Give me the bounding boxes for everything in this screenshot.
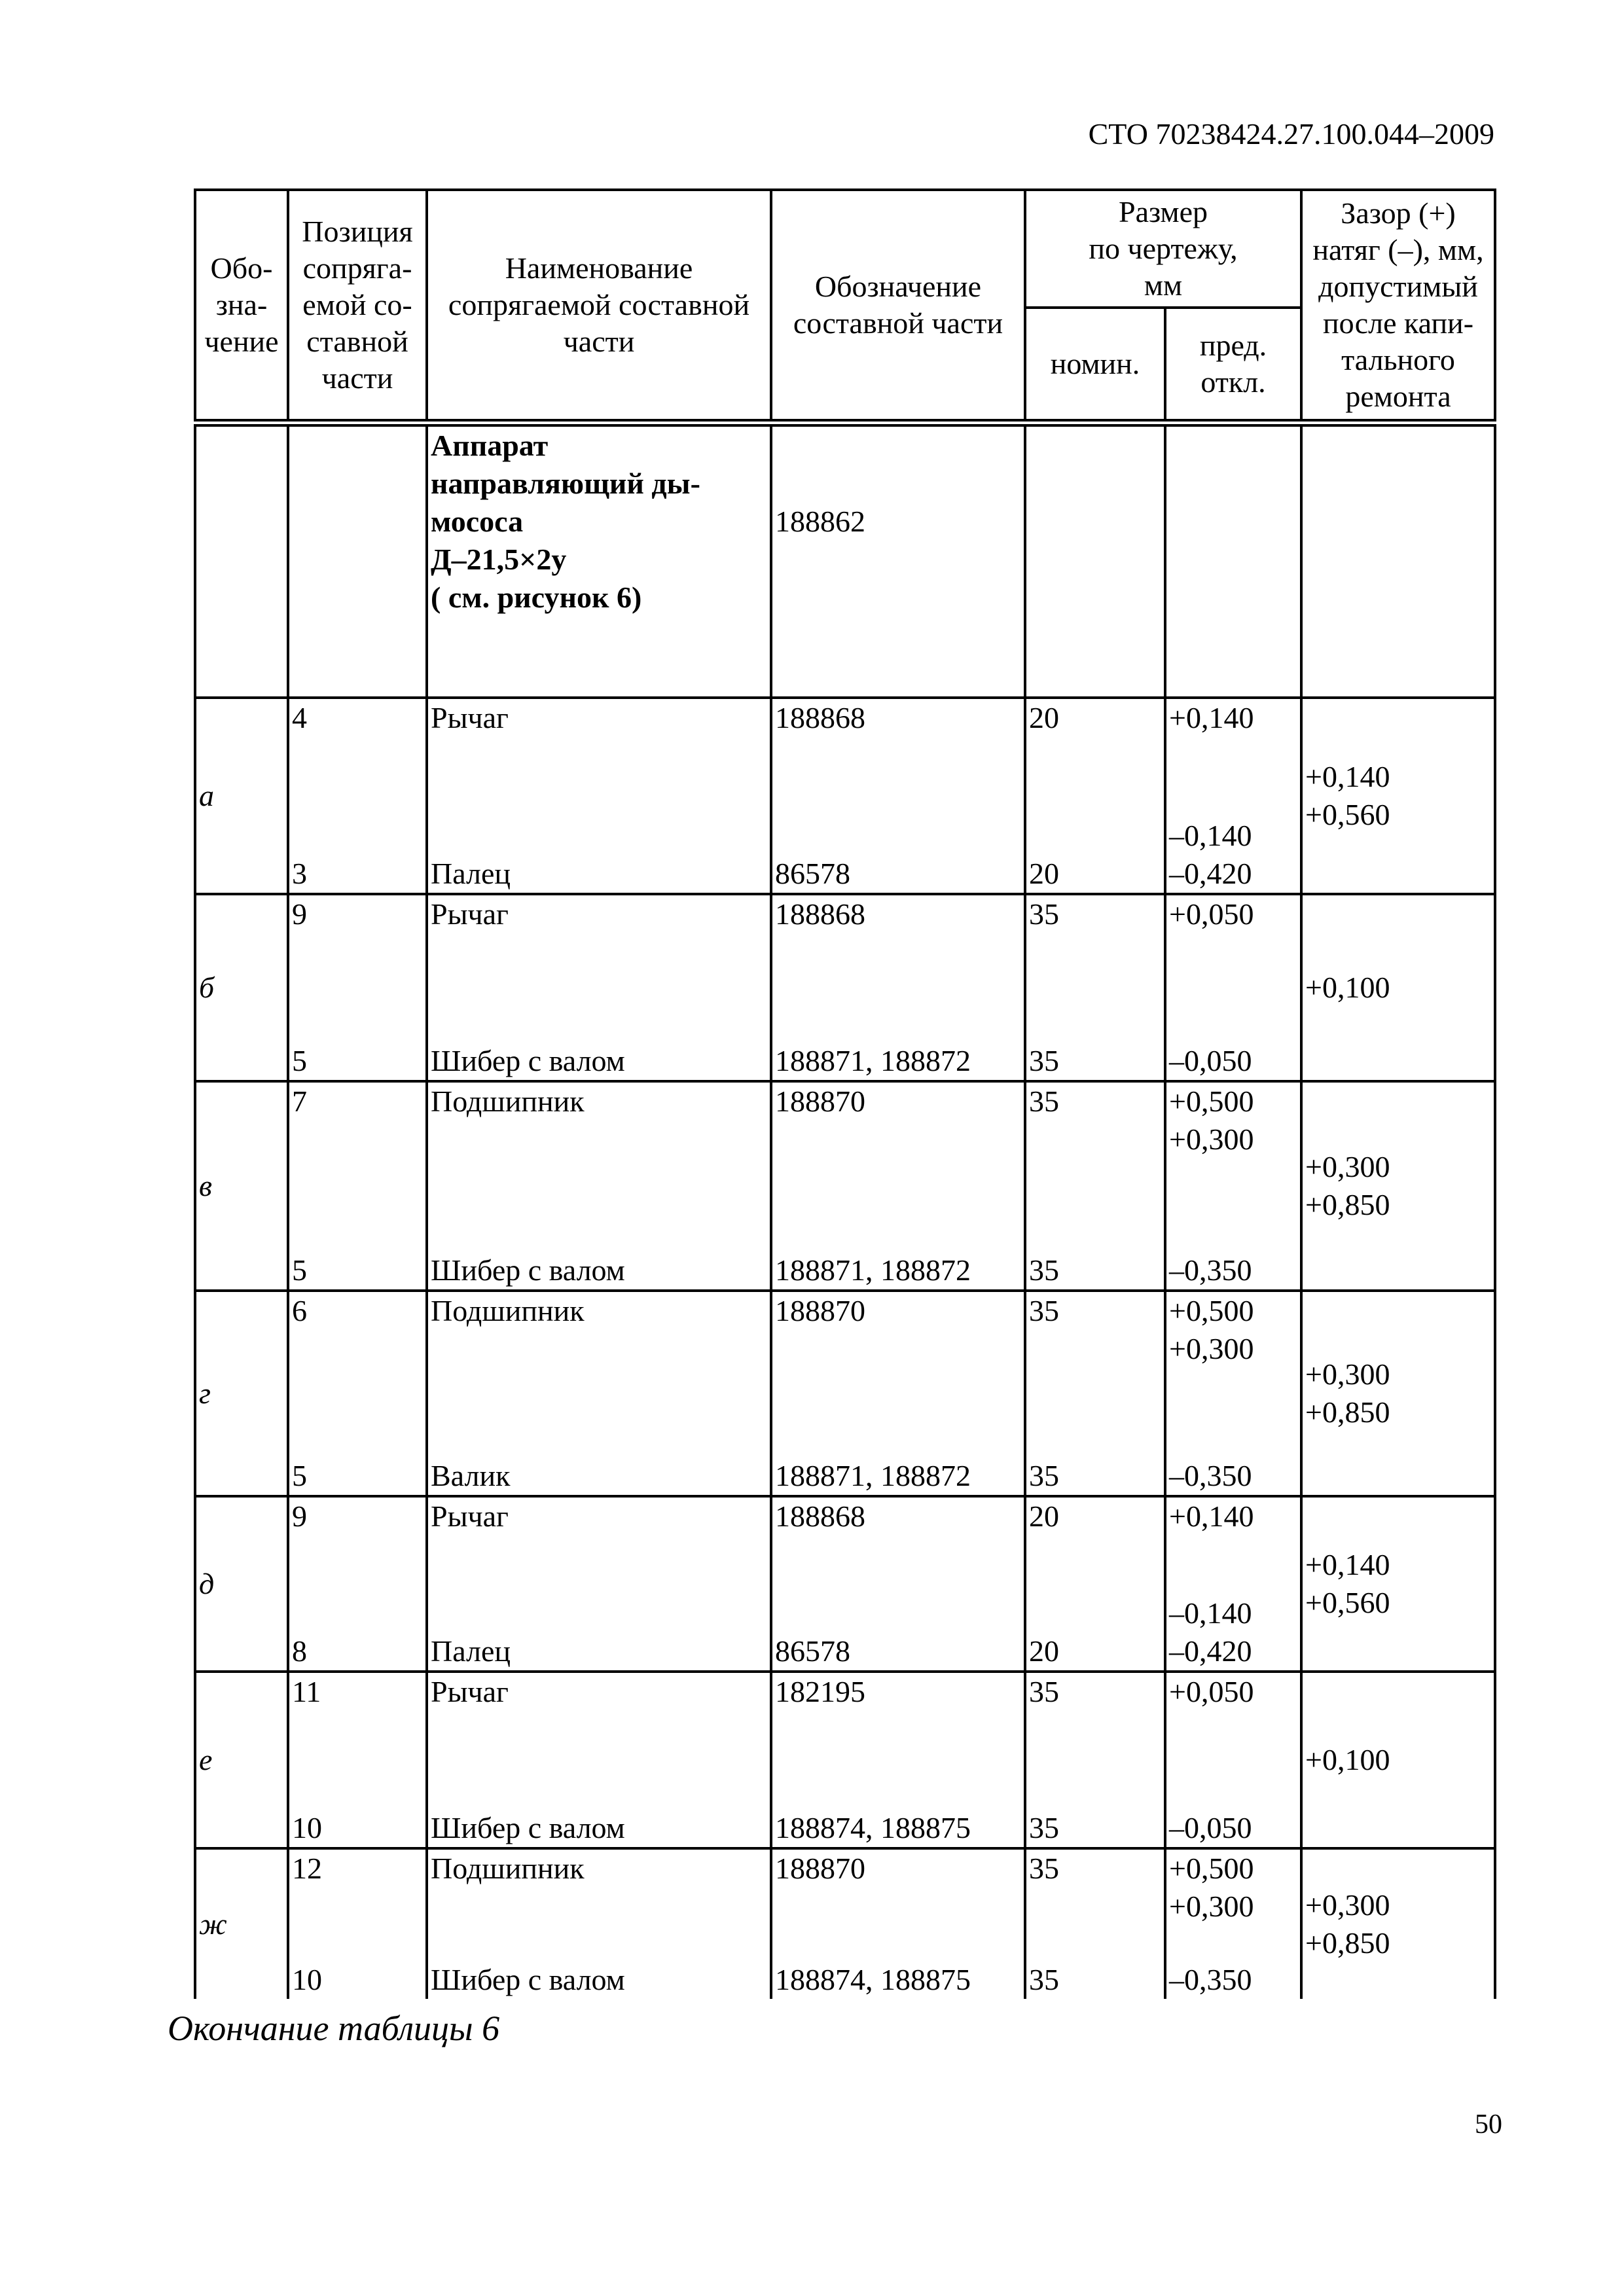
- mate-label: [195, 1291, 288, 1496]
- top-name: Рычаг: [431, 701, 509, 734]
- col-header-designation: Обо- зна- чение: [195, 190, 288, 423]
- top-dev: +0,050: [1169, 1675, 1254, 1708]
- top-pos: 6: [292, 1294, 307, 1327]
- bottom-name: Палец: [431, 857, 511, 890]
- cell-dev: [1165, 1291, 1301, 1496]
- cell-des: [771, 698, 1025, 894]
- cell-name: [427, 698, 771, 894]
- col-header-nominal: номин.: [1025, 308, 1165, 423]
- bottom-dev: –0,140 –0,420: [1169, 1596, 1252, 1668]
- top-dev: +0,050: [1169, 897, 1254, 931]
- continuation-note: Окончание таблицы 6: [168, 2009, 500, 2048]
- clearance: [1301, 1848, 1495, 1999]
- cell-dev: [1165, 894, 1301, 1081]
- clearance-value: +0,300 +0,850: [1305, 1357, 1390, 1429]
- table-row: [195, 698, 1495, 894]
- assembly-designation: 188862: [771, 423, 1025, 698]
- table-row: [195, 1081, 1495, 1291]
- bottom-name: Шибер с валом: [431, 1044, 625, 1077]
- top-des: 182195: [775, 1675, 865, 1708]
- bottom-pos: 5: [292, 1044, 307, 1077]
- top-des: 188868: [775, 1499, 865, 1533]
- top-des: 188870: [775, 1294, 865, 1327]
- mate-label: [195, 698, 288, 894]
- cell-des: [771, 1291, 1025, 1496]
- bottom-dev: –0,350: [1169, 1963, 1252, 1996]
- top-pos: 7: [292, 1085, 307, 1118]
- clearance-value: +0,140 +0,560: [1305, 760, 1390, 831]
- top-dev: +0,140: [1169, 1499, 1254, 1533]
- bottom-pos: 3: [292, 857, 307, 890]
- cell-pos: [288, 1496, 427, 1672]
- clearance-value: +0,100: [1305, 971, 1390, 1004]
- col-header-clearance: Зазор (+) натяг (–), мм, допустимый после капи- тального ремонта: [1301, 190, 1495, 423]
- mate-label-text: б: [199, 971, 215, 1004]
- col-header-part-designation: Обозначение составной части: [771, 190, 1025, 423]
- page-number: 50: [1475, 2109, 1502, 2140]
- top-pos: 12: [292, 1852, 322, 1885]
- top-dev: +0,500 +0,300: [1169, 1294, 1254, 1365]
- table-header: [195, 190, 1495, 423]
- document-code: СТО 70238424.27.100.044–2009: [1088, 117, 1494, 151]
- bottom-dev: –0,350: [1169, 1253, 1252, 1287]
- top-des: 188870: [775, 1085, 865, 1118]
- cell-des: [771, 1081, 1025, 1291]
- clearance: [1301, 1672, 1495, 1848]
- top-des: 188868: [775, 897, 865, 931]
- mate-label: [195, 1081, 288, 1291]
- clearance-value: +0,300 +0,850: [1305, 1888, 1390, 1960]
- clearance-table: [194, 188, 1496, 1999]
- bottom-pos: 8: [292, 1634, 307, 1668]
- mate-label-text: в: [199, 1169, 212, 1202]
- cell-pos: [288, 1081, 427, 1291]
- cell-pos: [288, 894, 427, 1081]
- bottom-nom: 20: [1029, 1634, 1059, 1668]
- cell-nom: [1025, 1081, 1165, 1291]
- bottom-name: Шибер с валом: [431, 1811, 625, 1844]
- bottom-name: Шибер с валом: [431, 1963, 625, 1996]
- cell-name: [427, 1672, 771, 1848]
- top-name: Рычаг: [431, 897, 509, 931]
- bottom-des: 188874, 188875: [775, 1811, 971, 1844]
- top-nom: 35: [1029, 897, 1059, 931]
- mate-label-text: д: [199, 1567, 215, 1600]
- mate-label: [195, 1672, 288, 1848]
- bottom-des: 188871, 188872: [775, 1253, 971, 1287]
- bottom-des: 86578: [775, 1634, 850, 1668]
- bottom-pos: 10: [292, 1811, 322, 1844]
- col-header-position: Позиция сопряга- емой со- ставной части: [288, 190, 427, 423]
- cell-des: [771, 1496, 1025, 1672]
- top-name: Подшипник: [431, 1085, 585, 1118]
- top-pos: 11: [292, 1675, 321, 1708]
- table-row: [195, 1672, 1495, 1848]
- clearance-value: +0,100: [1305, 1743, 1390, 1776]
- bottom-name: Шибер с валом: [431, 1253, 625, 1287]
- bottom-nom: 20: [1029, 857, 1059, 890]
- cell-name: [427, 1496, 771, 1672]
- clearance: [1301, 894, 1495, 1081]
- col-header-part-name: Наименование сопрягаемой составной части: [427, 190, 771, 423]
- cell-dev: [1165, 1496, 1301, 1672]
- top-nom: 35: [1029, 1294, 1059, 1327]
- bottom-name: Валик: [431, 1459, 511, 1492]
- top-name: Рычаг: [431, 1499, 509, 1533]
- table-row: [195, 1848, 1495, 1999]
- mate-label-text: ж: [199, 1907, 227, 1941]
- top-pos: 9: [292, 1499, 307, 1533]
- table-row: [195, 1496, 1495, 1672]
- table-row: [195, 1291, 1495, 1496]
- cell-name: [427, 1081, 771, 1291]
- top-nom: 20: [1029, 1499, 1059, 1533]
- bottom-pos: 5: [292, 1253, 307, 1287]
- top-name: Подшипник: [431, 1852, 585, 1885]
- bottom-dev: –0,050: [1169, 1811, 1252, 1844]
- cell-pos: [288, 1672, 427, 1848]
- bottom-pos: 5: [292, 1459, 307, 1492]
- clearance-value: +0,300 +0,850: [1305, 1150, 1390, 1221]
- bottom-dev: –0,350: [1169, 1459, 1252, 1492]
- top-pos: 4: [292, 701, 307, 734]
- cell-des: [771, 1672, 1025, 1848]
- bottom-dev: –0,140 –0,420: [1169, 819, 1252, 890]
- clearance: [1301, 1081, 1495, 1291]
- bottom-nom: 35: [1029, 1963, 1059, 1996]
- cell-des: [771, 1848, 1025, 1999]
- bottom-nom: 35: [1029, 1044, 1059, 1077]
- bottom-name: Палец: [431, 1634, 511, 1668]
- top-des: 188868: [775, 701, 865, 734]
- cell-dev: [1165, 698, 1301, 894]
- cell-pos: [288, 1291, 427, 1496]
- cell-dev: [1165, 1672, 1301, 1848]
- bottom-nom: 35: [1029, 1459, 1059, 1492]
- cell-nom: [1025, 1672, 1165, 1848]
- top-pos: 9: [292, 897, 307, 931]
- table-row: [195, 894, 1495, 1081]
- col-header-deviation: пред. откл.: [1165, 308, 1301, 423]
- mate-label-text: е: [199, 1743, 213, 1776]
- cell-name: [427, 1848, 771, 1999]
- top-nom: 35: [1029, 1085, 1059, 1118]
- top-nom: 35: [1029, 1675, 1059, 1708]
- cell-pos: [288, 1848, 427, 1999]
- bottom-des: 188871, 188872: [775, 1459, 971, 1492]
- bottom-pos: 10: [292, 1963, 322, 1996]
- cell-dev: [1165, 1081, 1301, 1291]
- assembly-row: [195, 423, 1495, 698]
- top-name: Рычаг: [431, 1675, 509, 1708]
- assembly-name: Аппарат направляющий ды- мососа Д–21,5×2у ( см. рисунок 6): [427, 423, 771, 698]
- top-name: Подшипник: [431, 1294, 585, 1327]
- top-dev: +0,500 +0,300: [1169, 1852, 1254, 1923]
- top-des: 188870: [775, 1852, 865, 1885]
- top-nom: 35: [1029, 1852, 1059, 1885]
- mate-label: [195, 1848, 288, 1999]
- top-nom: 20: [1029, 701, 1059, 734]
- cell-nom: [1025, 1496, 1165, 1672]
- bottom-nom: 35: [1029, 1811, 1059, 1844]
- bottom-des: 86578: [775, 857, 850, 890]
- mate-label: [195, 894, 288, 1081]
- bottom-nom: 35: [1029, 1253, 1059, 1287]
- col-header-size-group: Размер по чертежу, мм: [1025, 190, 1301, 308]
- clearance: [1301, 1496, 1495, 1672]
- cell-name: [427, 894, 771, 1081]
- clearance-value: +0,140 +0,560: [1305, 1548, 1390, 1619]
- cell-des: [771, 894, 1025, 1081]
- mate-label: [195, 1496, 288, 1672]
- bottom-des: 188871, 188872: [775, 1044, 971, 1077]
- bottom-des: 188874, 188875: [775, 1963, 971, 1996]
- mate-label-text: г: [199, 1376, 211, 1410]
- top-dev: +0,500 +0,300: [1169, 1085, 1254, 1156]
- top-dev: +0,140: [1169, 701, 1254, 734]
- bottom-dev: –0,050: [1169, 1044, 1252, 1077]
- cell-nom: [1025, 894, 1165, 1081]
- cell-dev: [1165, 1848, 1301, 1999]
- cell-nom: [1025, 698, 1165, 894]
- cell-nom: [1025, 1848, 1165, 1999]
- clearance: [1301, 1291, 1495, 1496]
- clearance: [1301, 698, 1495, 894]
- cell-name: [427, 1291, 771, 1496]
- mate-label-text: а: [199, 779, 214, 812]
- cell-pos: [288, 698, 427, 894]
- cell-nom: [1025, 1291, 1165, 1496]
